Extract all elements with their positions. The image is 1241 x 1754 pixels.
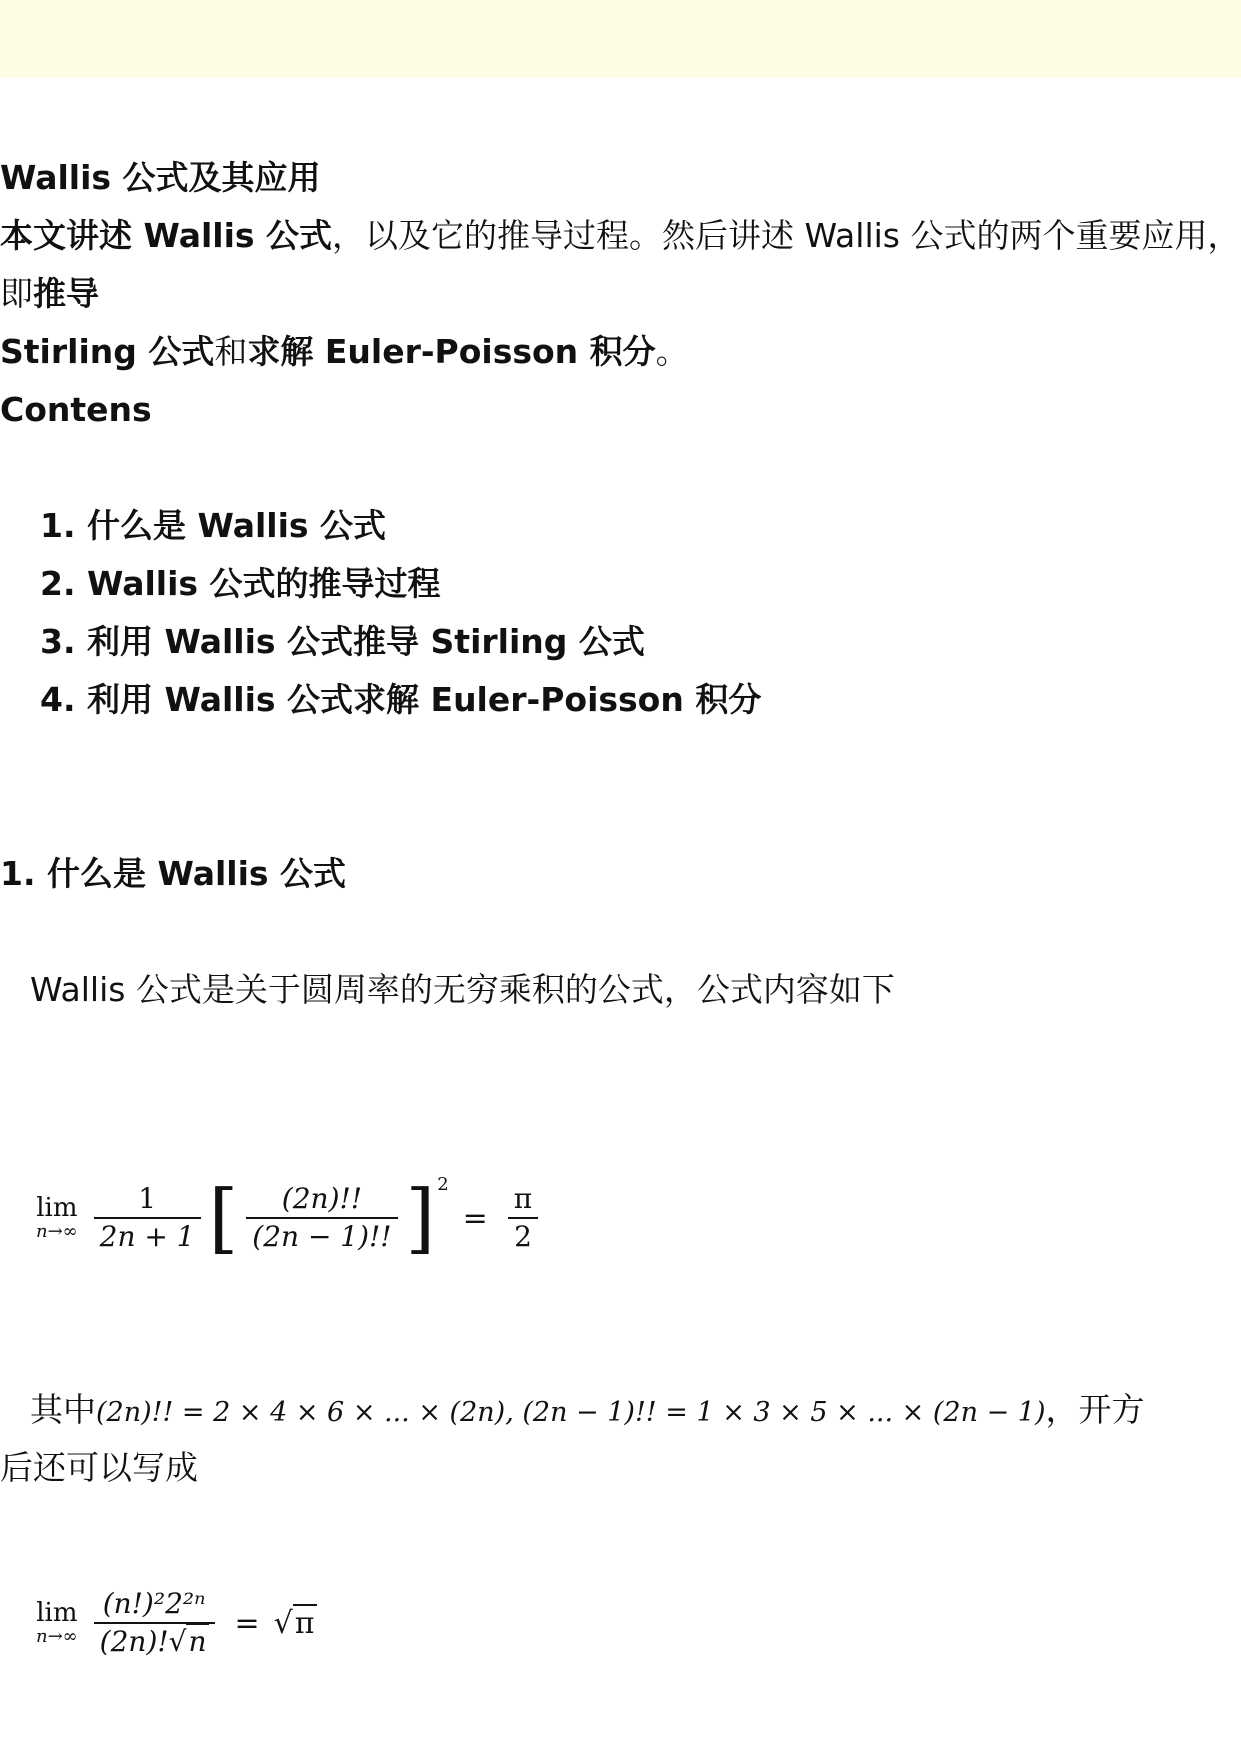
- intro-bold-4: 求解 Euler-Poisson 积分: [247, 332, 656, 371]
- wallis-formula: [36, 1173, 544, 1262]
- wallis-sqrt-formula: [36, 1586, 317, 1660]
- sqrt-formula-denominator: [94, 1624, 215, 1660]
- left-bracket: [: [208, 1173, 239, 1262]
- double-factorial-definition: (2n)!! = 2 × 4 × 6 × ... × (2n), (2n − 1)!! = 1 × 3 × 5 × ... × (2n − 1): [96, 1397, 1046, 1428]
- fraction-sqrt: [94, 1586, 215, 1660]
- intro-normal-3: 和: [214, 332, 248, 371]
- limit-operator: [36, 1599, 78, 1647]
- intro-line-2: [0, 272, 99, 316]
- section-paragraph-1: Wallis 公式是关于圆周率的无穷乘积的公式，公式内容如下: [30, 970, 895, 1009]
- toc-item-3[interactable]: 3. 利用 Wallis 公式推导 Stirling 公式: [40, 622, 645, 661]
- equals-sign: =: [234, 1605, 260, 1641]
- right-bracket: ]: [405, 1173, 436, 1262]
- intro-line-1: [0, 214, 1240, 258]
- rhs-sqrt-argument: π: [294, 1605, 315, 1641]
- limit-word: lim: [36, 1193, 78, 1223]
- toc-item-4[interactable]: 4. 利用 Wallis 公式求解 Euler-Poisson 积分: [40, 680, 762, 719]
- section-paragraph-2-cont: 后还可以写成: [0, 1448, 198, 1487]
- fraction-2: [246, 1181, 397, 1255]
- limit-word: lim: [36, 1598, 78, 1628]
- limit-subscript: n→∞: [36, 1626, 78, 1647]
- toc-item-2[interactable]: 2. Wallis 公式的推导过程: [40, 564, 441, 603]
- intro-bold-2: 推导: [33, 274, 99, 313]
- toc-item-1[interactable]: 1. 什么是 Wallis 公式: [40, 506, 387, 545]
- sqrt-formula-numerator: (n!)²2²ⁿ: [102, 1587, 206, 1620]
- para2-suffix: ，开方: [1045, 1390, 1145, 1429]
- fraction-1: [94, 1181, 201, 1255]
- intro-normal-4: 。: [655, 332, 689, 371]
- fraction-1-denominator: 2n + 1: [99, 1220, 195, 1253]
- intro-normal-2: 即: [0, 274, 33, 313]
- fraction-2-numerator: (2n)!!: [281, 1182, 362, 1215]
- intro-bold-1: 本文讲述 Wallis 公式: [0, 216, 333, 255]
- exponent: 2: [437, 1174, 449, 1195]
- fraction-2-denominator: (2n − 1)!!: [252, 1220, 392, 1253]
- section-paragraph-2: [30, 1388, 1144, 1435]
- intro-normal-1: ，以及它的推导过程。然后讲述 Wallis 公式的两个重要应用，: [332, 216, 1241, 255]
- equals-sign: =: [462, 1200, 488, 1236]
- limit-operator: [36, 1194, 78, 1242]
- fraction-rhs: [508, 1181, 538, 1255]
- intro-line-3: [0, 330, 689, 374]
- section-heading: 1. 什么是 Wallis 公式: [0, 854, 347, 893]
- limit-subscript: n→∞: [36, 1221, 78, 1242]
- para2-prefix: 其中: [30, 1390, 96, 1429]
- rhs-numerator: π: [513, 1182, 533, 1215]
- fraction-1-numerator: 1: [138, 1182, 157, 1215]
- denominator-prefix: (2n)!: [99, 1625, 169, 1658]
- intro-bold-3: Stirling 公式: [0, 332, 215, 371]
- sqrt-radical: √: [168, 1625, 187, 1658]
- rhs-sqrt: √π: [273, 1605, 315, 1641]
- page-title: Wallis 公式及其应用: [0, 158, 321, 197]
- top-banner: [0, 0, 1241, 78]
- sqrt-argument: n: [188, 1625, 207, 1658]
- contents-label: Contens: [0, 390, 152, 429]
- rhs-denominator: 2: [514, 1220, 532, 1253]
